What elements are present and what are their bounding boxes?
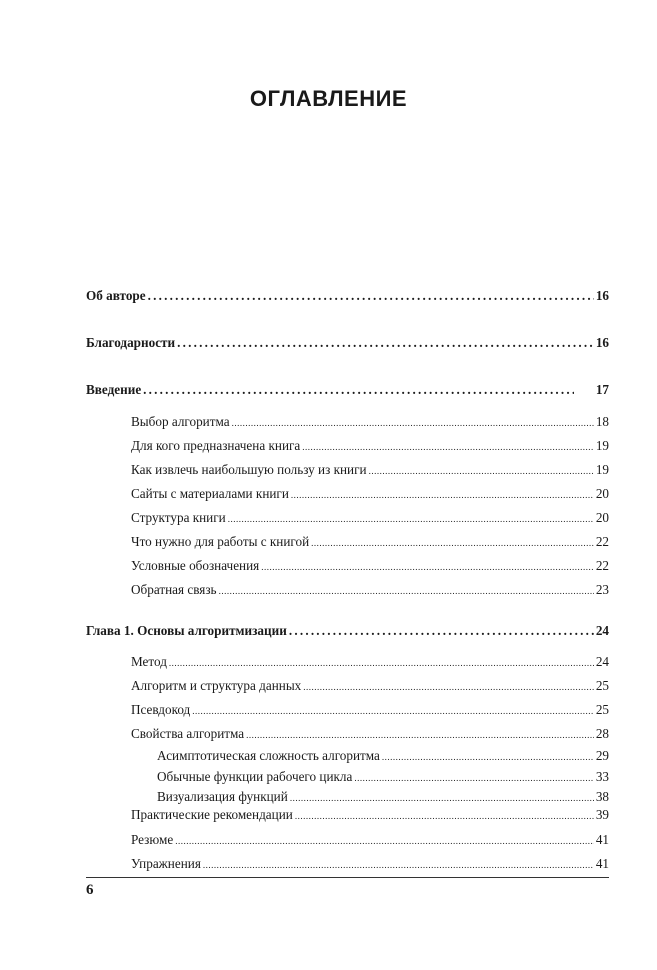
toc-leader-dots [291,487,594,503]
toc-leader-dots [369,463,594,479]
toc-leader-dots [246,727,594,743]
toc-entry-page: 24 [595,623,609,638]
toc-entry-page: 22 [595,558,609,573]
toc-entry-page: 16 [595,335,609,350]
toc-entry-about-author[interactable] [86,288,609,304]
toc-leader-dots [261,559,594,575]
toc-entry-acknowledgements[interactable] [86,335,609,351]
toc-entry-label: Что нужно для работы с книгой [131,534,310,549]
toc-leader-dots [382,749,594,765]
toc-entry-label: Обычные функции рабочего цикла [157,769,353,784]
toc-entry-label: Резюме [131,832,174,847]
toc-entry-page: 41 [595,856,609,871]
toc-entry-label: Условные обозначения [131,558,260,573]
toc-entry-exercises[interactable] [131,856,609,873]
toc-entry-pseudocode[interactable] [131,702,609,719]
toc-leader-dots [175,833,594,849]
toc-entry-label: Алгоритм и структура данных [131,678,302,693]
toc-leader-dots [295,808,594,824]
toc-entry-book-websites[interactable] [131,486,609,503]
toc-entry-label: Благодарности [86,335,176,350]
toc-entry-method[interactable] [131,654,609,671]
toc-leader-dots [289,623,594,639]
toc-entry-runtime-functions[interactable] [157,769,609,786]
toc-leader-dots [303,679,594,695]
toc-leader-dots [290,790,594,806]
toc-entry-who-is-book-for[interactable] [131,438,609,455]
toc-entry-page: 20 [595,510,609,525]
toc-entry-label: Визуализация функций [157,789,288,804]
toc-entry-label: Практические рекомендации [131,807,293,822]
toc-leader-dots [232,415,594,431]
toc-entry-algorithm-properties[interactable] [131,726,609,743]
toc-leader-dots [219,583,594,599]
toc-leader-dots [228,511,594,527]
toc-entry-label: Как извлечь наибольшую пользу из книги [131,462,367,477]
toc-entry-label: Метод [131,654,167,669]
toc-entry-page: 19 [595,462,609,477]
toc-entry-introduction[interactable] [86,382,609,398]
toc-entry-page: 38 [595,789,609,804]
toc-entry-label: Об авторе [86,288,146,303]
toc-entry-label: Выбор алгоритма [131,414,230,429]
toc-entry-algorithm-data-structure[interactable] [131,678,609,695]
toc-entry-label: Введение [86,382,142,397]
toc-leader-dots [177,335,594,351]
toc-entry-book-structure[interactable] [131,510,609,527]
toc-entry-label: Псевдокод [131,702,191,717]
toc-entry-page: 39 [595,807,609,822]
page-number: 6 [86,882,94,898]
toc-leader-dots [148,288,594,304]
toc-entry-conventions[interactable] [131,558,609,575]
toc-entry-summary[interactable] [131,832,609,849]
toc-entry-label: Для кого предназначена книга [131,438,301,453]
toc-entry-page: 28 [595,726,609,741]
toc-entry-label: Упражнения [131,856,201,871]
toc-entry-label: Асимптотическая сложность алгоритма [157,748,380,763]
toc-entry-page: 20 [595,486,609,501]
toc-entry-page: 24 [595,654,609,669]
toc-entry-page: 22 [595,534,609,549]
toc-entry-page: 25 [595,678,609,693]
toc-leader-dots [302,439,594,455]
toc-entry-page: 33 [595,769,609,784]
toc-leader-dots [203,857,594,873]
toc-leader-dots [354,770,593,786]
toc-entry-choosing-algorithm[interactable] [131,414,609,431]
toc-entry-get-most-from-book[interactable] [131,462,609,479]
toc-leader-dots [169,655,594,671]
toc-entry-function-visualization[interactable] [157,789,609,806]
toc-entry-page: 17 [595,382,609,397]
toc-entry-asymptotic-complexity[interactable] [157,748,609,765]
toc-entry-label: Глава 1. Основы алгоритмизации [86,623,287,638]
toc-entry-page: 23 [595,582,609,597]
toc-entry-practical-recommendations[interactable] [131,807,609,824]
toc-leader-dots [311,535,594,551]
toc-entry-what-you-need[interactable] [131,534,609,551]
toc-entry-page: 41 [595,832,609,847]
toc-leader-dots [192,703,594,719]
toc-entry-label: Структура книги [131,510,226,525]
toc-entry-page: 29 [595,748,609,763]
toc-entry-page: 18 [595,414,609,429]
toc-entry-label: Сайты с материалами книги [131,486,289,501]
toc-entry-label: Обратная связь [131,582,217,597]
footer-rule [86,877,609,878]
toc-entry-page: 16 [595,288,609,303]
toc-entry-chapter-1[interactable] [86,623,609,639]
toc-leader-dots [143,382,574,398]
page-title: ОГЛАВЛЕНИЕ [249,86,408,111]
toc-entry-label: Свойства алгоритма [131,726,245,741]
toc-entry-feedback[interactable] [131,582,609,599]
toc-entry-page: 25 [595,702,609,717]
toc-entry-page: 19 [595,438,609,453]
